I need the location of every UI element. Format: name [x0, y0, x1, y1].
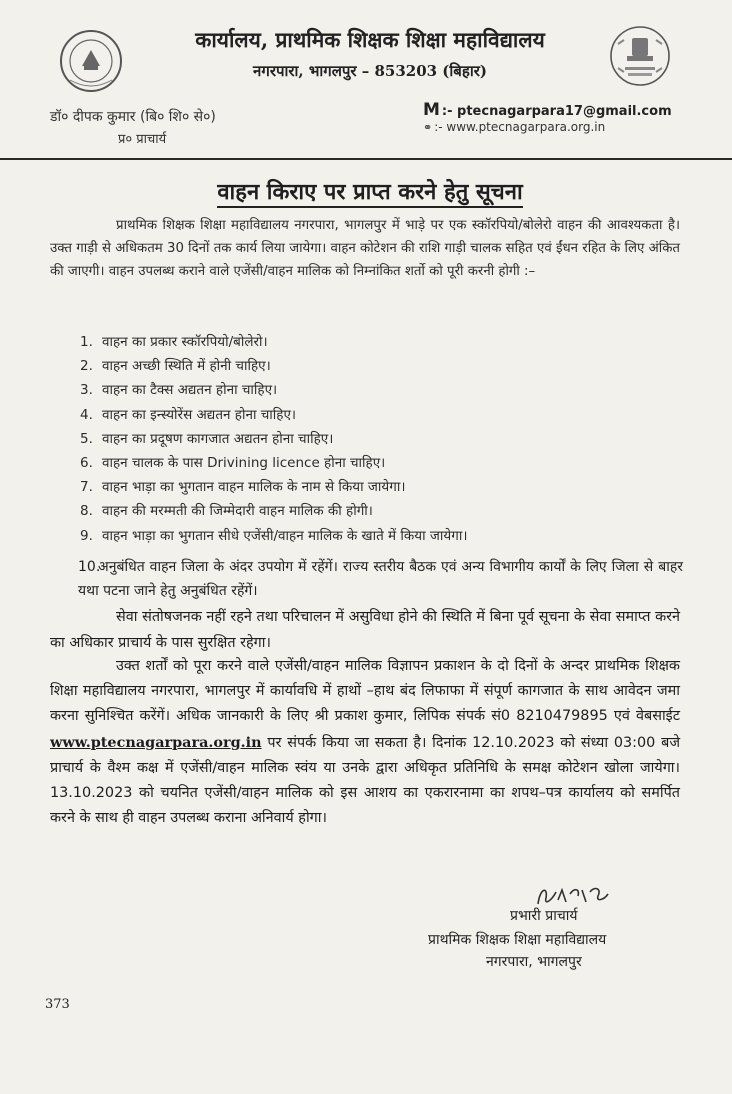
principal-post: प्र० प्राचार्य [118, 132, 167, 147]
list-item [80, 499, 680, 523]
website-line [423, 120, 605, 134]
item-text: वाहन भाड़ा का भुगतान वाहन मालिक के नाम से किया जायेगा। [102, 479, 406, 496]
item-text: वाहन का प्रदूषण कागजात अद्यतन होना चाहिए। [102, 430, 334, 447]
item-number: 9. [80, 527, 93, 544]
email-address: :- ptecnagarpara17@gmail.com [441, 104, 672, 119]
signatory-institution: प्राथमिक शिक्षक शिक्षा महाविद्यालय [428, 932, 607, 948]
mail-icon: M [423, 100, 440, 120]
item-text: वाहन का इन्स्योरेंस अद्यतन होना चाहिए। [102, 406, 297, 423]
item-number: 5. [80, 430, 93, 447]
service-text: सेवा संतोषजनक नहीं रहने तथा परिचालन में असुविधा होने की स्थिति में बिना पूर्व सूचना के सेवा समाप्त करने का अधिकार प्राचार्य के पास सुरक्षित रहेगा। [50, 609, 680, 651]
intro-text: प्राथमिक शिक्षक शिक्षा महाविद्यालय नगरपारा, भागलपुर में भाड़े पर एक स्कॉरपियो/बोलेरो वाहन की आवश्यकता है। उक्त गाड़ी से अधिकतम 30 दिनों तक कार्य लिया जायेगा। वाहन कोटेशन की राशि गाड़ी चालक सहित एवं ईंधन रहित के लिए अंकित की जाएगी। वाहन उपलब्ध कराने वाले एजेंसी/वाहन मालिक को निम्नांकित शर्तो को पूरी करनी होगी :– [50, 218, 680, 279]
list-item [80, 330, 680, 354]
list-item [80, 451, 680, 475]
bihar-emblem-logo [605, 22, 675, 94]
list-item [80, 475, 680, 499]
item-text: वाहन अच्छी स्थिति में होनी चाहिए। [102, 358, 271, 375]
notice-title-text: वाहन किराए पर प्राप्त करने हेतु सूचना [217, 179, 522, 208]
item-text: वाहन भाड़ा का भुगतान सीधे एजेंसी/वाहन मालिक के खाते में किया जायेगा। [102, 527, 468, 544]
signatory-city: नगरपारा, भागलपुर [486, 954, 582, 970]
item-text: वाहन चालक के पास Drivining licence होना चाहिए। [102, 454, 386, 471]
website-link[interactable]: www.ptecnagarpara.org.in [50, 733, 262, 751]
globe-icon: ⚭ [423, 121, 433, 134]
office-title: कार्यालय, प्राथमिक शिक्षक शिक्षा महाविद्यालय [195, 27, 545, 52]
email-line [423, 100, 672, 120]
item-number: 4. [80, 406, 93, 423]
item-number: 10. [78, 559, 101, 575]
list-item [80, 427, 680, 451]
principal-name: डॉ० दीपक कुमार (बि० शि० से०) [50, 109, 216, 125]
item-text: वाहन का प्रकार स्कॉरपियो/बोलेरो। [102, 334, 268, 350]
application-paragraph [50, 654, 680, 831]
conditions-list [80, 330, 680, 548]
service-paragraph [50, 605, 680, 656]
signatory-role: प्रभारी प्राचार्य [510, 908, 578, 924]
item-text: अनुबंधित वाहन जिला के अंदर उपयोग में रहेंगें। राज्य स्तरीय बैठक एवं अन्य विभागीय कार्यों के लिए जिला से बाहर यथा पटना जाने हेतु अनुबंधित रहेंगें। [78, 559, 683, 599]
item-number: 7. [80, 479, 93, 496]
item-number: 3. [80, 382, 93, 399]
list-item [78, 555, 683, 603]
item-number: 8. [80, 503, 93, 520]
item-text: वाहन का टैक्स अद्यतन होना चाहिए। [102, 382, 278, 399]
item-text: वाहन की मरम्मती की जिम्मेदारी वाहन मालिक की होगी। [102, 503, 373, 520]
header-divider [0, 158, 732, 160]
application-text-continued: पर संपर्क किया जा सकता है। दिनांक 12.10.2023 को संध्या 03:00 बजे प्राचार्य के वैश्म कक्ष में एजेंसी/वाहन मालिक स्वंय या उनके द्वारा अधिकृत प्रतिनिधि के समक्ष कोटेशन खोला जायेगा। 13.10.2023 को चयनित एजेंसी/वाहन मालिक को इस आशय का एकरारनामा का शपथ–पत्र कार्यालय को समर्पित करने के साथ ही वाहन उपलब्ध कराना अनिवार्य होगा। [50, 734, 680, 827]
intro-paragraph [50, 214, 680, 283]
list-item [80, 403, 680, 427]
website-address: :- www.ptecnagarpara.org.in [434, 120, 606, 134]
item-number: 1. [80, 334, 93, 350]
page-number: 373 [45, 997, 70, 1012]
list-item [80, 524, 680, 548]
list-item [80, 378, 680, 402]
item-number: 2. [80, 358, 93, 375]
item-number: 6. [80, 454, 93, 471]
office-address: नगरपारा, भागलपुर – 853203 (बिहार) [253, 62, 487, 80]
list-item [80, 354, 680, 378]
college-seal-logo [58, 28, 124, 94]
application-text: उक्त शर्तों को पूरा करने वाले एजेंसी/वाहन मालिक विज्ञापन प्रकाशन के दो दिनों के अन्दर प्राथमिक शिक्षक शिक्षा महाविद्यालय नगरपारा, भागलपुर में कार्यावधि में हाथों –हाथ बंद लिफाफा में संपूर्ण कागजात के साथ आवेदन जमा करना सुनिश्चित करेंगें। अधिक जानकारी के लिए श्री प्रकाश कुमार, लिपिक संपर्क सं0 8210479895 एवं वेबसाईट [50, 658, 680, 725]
notice-title [140, 176, 600, 206]
